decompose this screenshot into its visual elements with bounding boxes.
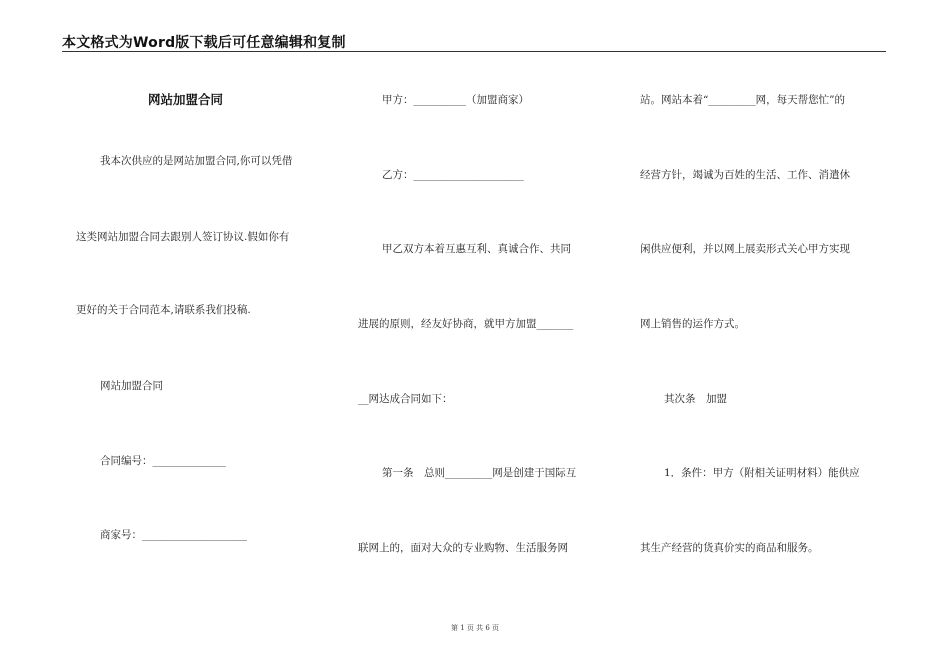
text-line: 网上销售的运作方式。 xyxy=(640,318,745,330)
article-two-heading: 其次条 加盟 xyxy=(664,393,727,405)
text-line: __网达成合同如下： xyxy=(358,393,453,405)
article-one-line: 第一条 总则_________网是创建于国际互 xyxy=(382,467,577,479)
contract-title: 网站加盟合同 xyxy=(148,92,224,107)
text-line: 闲供应便利，并以网上展卖形式关心甲方实现 xyxy=(640,243,850,255)
text-line: 甲乙双方本着互惠互利、真诚合作、共同 xyxy=(382,243,571,255)
text-line: 联网上的，面对大众的专业购物、生活服务网 xyxy=(358,542,568,554)
contract-number-line: 合同编号：______________ xyxy=(100,455,226,467)
text-line: 1．条件：甲方（附相关证明材料）能供应 xyxy=(664,467,860,479)
text-line: 更好的关于合同范本,请联系我们投稿. xyxy=(76,304,251,316)
page-footer: 第 1 页 共 6 页 xyxy=(450,624,500,632)
text-line: 站。网站本着“_________网，每天帮您忙”的 xyxy=(640,94,845,106)
subtitle-line: 网站加盟合同 xyxy=(100,380,163,392)
document-header: 本文格式为Word版下载后可任意编辑和复制 xyxy=(62,35,346,51)
text-line: 其生产经营的货真价实的商品和服务。 xyxy=(640,542,819,554)
header-divider xyxy=(62,51,886,52)
text-line: 我本次供应的是网站加盟合同,你可以凭借 xyxy=(100,155,293,167)
text-line: 进展的原则，经友好协商，就甲方加盟_______ xyxy=(358,318,574,330)
party-b-line: 乙方：_____________________ xyxy=(382,169,524,181)
text-line: 这类网站加盟合同去跟别人签订协议.假如你有 xyxy=(76,231,290,243)
merchant-number-line: 商家号：____________________ xyxy=(100,529,247,541)
party-a-line: 甲方：__________（加盟商家） xyxy=(382,94,529,106)
text-line: 经营方针，竭诚为百姓的生活、工作、消遣休 xyxy=(640,169,850,181)
